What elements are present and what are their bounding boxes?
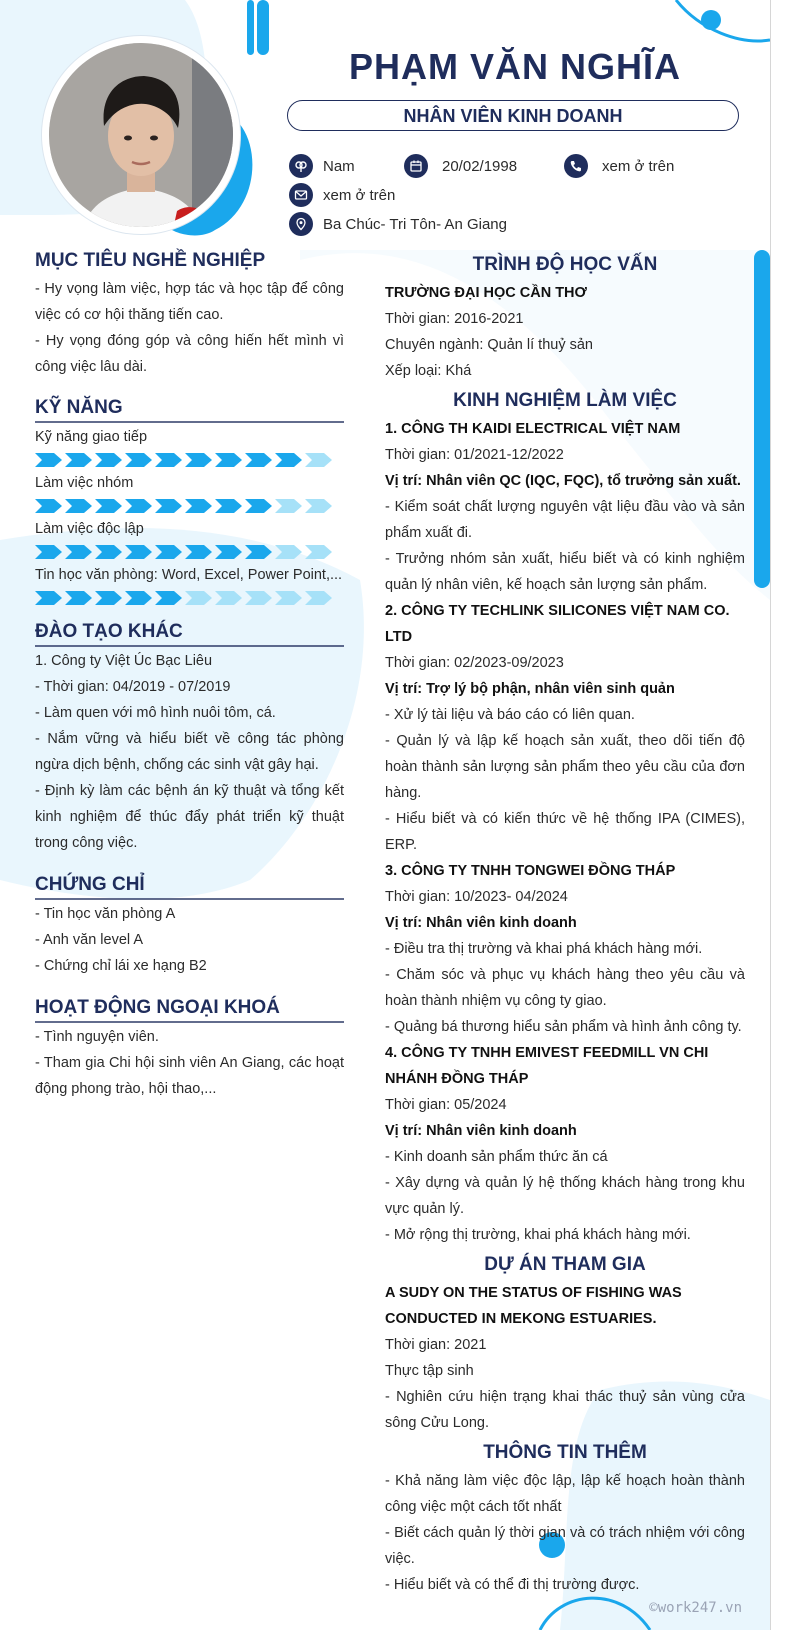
- training-section: [35, 621, 344, 856]
- skill-chevron-empty: [305, 591, 332, 605]
- avatar-portrait: [42, 36, 240, 234]
- skill-chevron-filled: [215, 453, 242, 467]
- skill-chevron-filled: [155, 545, 182, 559]
- job-time: Thời gian: 02/2023-09/2023: [385, 655, 564, 671]
- skill-chevron-filled: [65, 453, 92, 467]
- skills-title: KỸ NĂNG: [35, 397, 123, 418]
- education-major: Chuyên ngành: Quản lí thuỷ sản: [385, 337, 593, 353]
- job-position-badge: NHÂN VIÊN KINH DOANH: [287, 100, 739, 131]
- skill-label: Kỹ năng giao tiếp: [35, 429, 148, 445]
- skill-chevron-empty: [275, 499, 302, 513]
- skill-chevron-filled: [215, 499, 242, 513]
- activity-item: - Tình nguyện viên.: [35, 1029, 159, 1045]
- additional-line: - Biết cách quản lý thời gian và có trách nhiệm với công việc.: [385, 1525, 745, 1567]
- phone-value: xem ở trên: [602, 157, 675, 175]
- skill-chevron-filled: [125, 499, 152, 513]
- project-name: A SUDY ON THE STATUS OF FISHING WAS CONDUCTED IN MEKONG ESTUARIES.: [385, 1285, 682, 1327]
- skill-chevron-filled: [155, 499, 182, 513]
- skill-chevron-empty: [245, 591, 272, 605]
- section-divider: [35, 1021, 344, 1023]
- skill-level-meter: [35, 499, 344, 513]
- skill-label: Tin học văn phòng: Word, Excel, Power Point,...: [35, 567, 343, 583]
- skill-item: [35, 565, 344, 605]
- job-role: Vị trí: Nhân viên kinh doanh: [385, 915, 577, 931]
- job-duty: - Quản lý và lập kế hoạch sản xuất, theo dõi tiến độ hoàn thành sản lượng sản phẩm theo yêu cầu của đơn hàng.: [385, 733, 745, 801]
- location-icon: [289, 212, 313, 236]
- skill-chevron-filled: [35, 591, 62, 605]
- skill-label: Làm việc nhóm: [35, 475, 134, 491]
- job-role: Vị trí: Trợ lý bộ phận, nhân viên sinh quản: [385, 681, 675, 697]
- phone-info: [564, 154, 674, 178]
- section-divider: [35, 645, 344, 647]
- skill-chevron-empty: [305, 499, 332, 513]
- training-line: - Định kỳ làm các bệnh án kỹ thuật và tổng kết kinh nghiệm để thúc đẩy phát triển kỹ thuật trong công việc.: [35, 783, 344, 851]
- job-company: 1. CÔNG TH KAIDI ELECTRICAL VIỆT NAM: [385, 421, 681, 437]
- jobs-list: [385, 416, 745, 1248]
- skill-chevron-filled: [125, 545, 152, 559]
- section-divider: [35, 898, 344, 900]
- email-icon: [289, 183, 313, 207]
- skill-chevron-empty: [185, 591, 212, 605]
- candidate-name: PHẠM VĂN NGHĨA: [348, 46, 681, 87]
- job-duty: - Trưởng nhóm sản xuất, hiểu biết và có kinh nghiệm quản lý nhân viên, kế hoạch sản lượng sản phẩm.: [385, 551, 745, 593]
- additional-section: [385, 1442, 745, 1598]
- skill-chevron-filled: [35, 453, 62, 467]
- certificate-item: - Chứng chỉ lái xe hạng B2: [35, 958, 207, 974]
- job-role: Vị trí: Nhân viên QC (IQC, FQC), tổ trưởng sản xuất.: [385, 473, 741, 489]
- objective-section: [35, 250, 344, 380]
- skill-chevron-filled: [95, 453, 122, 467]
- skill-chevron-filled: [185, 545, 212, 559]
- skill-chevron-filled: [35, 545, 62, 559]
- project-description: - Nghiên cứu hiện trạng khai thác thuỷ sản vùng cửa sông Cửu Long.: [385, 1389, 745, 1431]
- job-entry: [385, 416, 745, 598]
- email-info: [289, 183, 395, 207]
- skill-item: [35, 519, 344, 559]
- skill-chevron-filled: [65, 499, 92, 513]
- training-line: 1. Công ty Việt Úc Bạc Liêu: [35, 653, 213, 669]
- skill-chevron-filled: [185, 453, 212, 467]
- training-line: - Nắm vững và hiểu biết về công tác phòng ngừa dịch bệnh, chống các sinh vật gây hại.: [35, 731, 344, 773]
- skill-chevron-filled: [245, 499, 272, 513]
- calendar-icon: [404, 154, 428, 178]
- skill-chevron-filled: [125, 453, 152, 467]
- training-line: - Làm quen với mô hình nuôi tôm, cá.: [35, 705, 276, 721]
- job-duty: - Chăm sóc và phục vụ khách hàng theo yêu cầu và hoàn thành nhiệm vụ công ty giao.: [385, 967, 745, 1009]
- skill-chevron-empty: [305, 453, 332, 467]
- section-divider: [35, 421, 344, 423]
- gender-info: [289, 154, 355, 178]
- projects-section: [385, 1254, 745, 1436]
- skill-chevron-filled: [155, 591, 182, 605]
- email-value: xem ở trên: [323, 186, 396, 204]
- job-duty: - Xử lý tài liệu và báo cáo có liên quan.: [385, 707, 635, 723]
- skills-list: [35, 427, 344, 605]
- job-company: 3. CÔNG TY TNHH TONGWEI ĐỒNG THÁP: [385, 863, 676, 879]
- experience-section: [385, 390, 745, 1248]
- job-time: Thời gian: 01/2021-12/2022: [385, 447, 564, 463]
- gender-icon: [289, 154, 313, 178]
- skill-chevron-filled: [65, 591, 92, 605]
- job-time: Thời gian: 05/2024: [385, 1097, 507, 1113]
- skill-level-meter: [35, 591, 344, 605]
- skill-chevron-empty: [305, 545, 332, 559]
- certificate-item: - Anh văn level A: [35, 932, 144, 948]
- job-duty: - Quảng bá thương hiểu sản phẩm và hình ảnh công ty.: [385, 1019, 742, 1035]
- project-role: Thực tập sinh: [385, 1363, 474, 1379]
- watermark: ©work247.vn: [649, 1600, 742, 1616]
- skill-chevron-filled: [65, 545, 92, 559]
- objective-title: MỤC TIÊU NGHỀ NGHIỆP: [35, 250, 266, 271]
- activity-item: - Tham gia Chi hội sinh viên An Giang, các hoạt động phong trào, hội thao,...: [35, 1055, 344, 1097]
- training-line: - Thời gian: 04/2019 - 07/2019: [35, 679, 231, 695]
- job-company: 2. CÔNG TY TECHLINK SILICONES VIỆT NAM CO. LTD: [385, 603, 730, 645]
- skill-chevron-filled: [245, 545, 272, 559]
- certificates-title: CHỨNG CHỈ: [35, 874, 145, 895]
- address-value: Ba Chúc- Tri Tôn- An Giang: [323, 215, 507, 233]
- skill-level-meter: [35, 545, 344, 559]
- skill-chevron-filled: [35, 499, 62, 513]
- job-duty: - Xây dựng và quản lý hệ thống khách hàng trong khu vực quản lý.: [385, 1175, 745, 1217]
- skill-level-meter: [35, 453, 344, 467]
- additional-title: THÔNG TIN THÊM: [483, 1442, 647, 1463]
- phone-icon: [564, 154, 588, 178]
- project-time: Thời gian: 2021: [385, 1337, 487, 1353]
- objective-line: - Hy vọng đóng góp và công hiến hết mình vì công việc lâu dài.: [35, 333, 344, 375]
- avatar: [42, 36, 240, 234]
- skill-chevron-filled: [275, 453, 302, 467]
- skill-chevron-filled: [215, 545, 242, 559]
- certificates-section: [35, 874, 344, 979]
- right-column: [385, 254, 745, 1598]
- skill-chevron-filled: [245, 453, 272, 467]
- skill-chevron-empty: [275, 545, 302, 559]
- skill-chevron-filled: [95, 545, 122, 559]
- skill-chevron-filled: [125, 591, 152, 605]
- dob-value: 20/02/1998: [442, 157, 518, 175]
- education-grade: Xếp loại: Khá: [385, 363, 472, 379]
- job-duty: - Điều tra thị trường và khai phá khách hàng mới.: [385, 941, 703, 957]
- skill-chevron-empty: [275, 591, 302, 605]
- skill-item: [35, 473, 344, 513]
- additional-line: - Hiểu biết và có thể đi thị trường được.: [385, 1577, 640, 1593]
- job-duty: - Kinh doanh sản phẩm thức ăn cá: [385, 1149, 608, 1165]
- job-entry: [385, 1040, 745, 1248]
- job-time: Thời gian: 10/2023- 04/2024: [385, 889, 568, 905]
- objective-line: - Hy vọng làm việc, hợp tác và học tập để công việc có cơ hội thăng tiến cao.: [35, 281, 344, 323]
- job-duty: - Hiểu biết và có kiến thức về hệ thống IPA (CIMES), ERP.: [385, 811, 745, 853]
- skill-chevron-filled: [155, 453, 182, 467]
- skill-chevron-filled: [95, 591, 122, 605]
- experience-title: KINH NGHIỆM LÀM VIỆC: [453, 390, 677, 411]
- job-entry: [385, 858, 745, 1040]
- skills-section: [35, 397, 344, 605]
- gender-value: Nam: [323, 157, 355, 175]
- skill-item: [35, 427, 344, 467]
- job-entry: [385, 598, 745, 858]
- projects-title: DỰ ÁN THAM GIA: [484, 1254, 646, 1275]
- training-title: ĐÀO TẠO KHÁC: [35, 621, 183, 642]
- left-column: [35, 250, 344, 1102]
- job-duty: - Mở rộng thị trường, khai phá khách hàng mới.: [385, 1227, 691, 1243]
- address-info: [289, 212, 507, 236]
- education-title: TRÌNH ĐỘ HỌC VẤN: [472, 254, 658, 275]
- additional-line: - Khả năng làm việc độc lập, lập kế hoạch hoàn thành công việc một cách tốt nhất: [385, 1473, 745, 1515]
- activities-section: [35, 997, 344, 1102]
- job-duty: - Kiểm soát chất lượng nguyên vật liệu đầu vào và sản phẩm xuất đi.: [385, 499, 745, 541]
- skill-chevron-filled: [185, 499, 212, 513]
- skill-chevron-empty: [215, 591, 242, 605]
- education-time: Thời gian: 2016-2021: [385, 311, 524, 327]
- job-role: Vị trí: Nhân viên kinh doanh: [385, 1123, 577, 1139]
- skill-chevron-filled: [95, 499, 122, 513]
- skill-label: Làm việc độc lập: [35, 521, 144, 537]
- certificate-item: - Tin học văn phòng A: [35, 906, 176, 922]
- activities-title: HOẠT ĐỘNG NGOẠI KHOÁ: [35, 997, 280, 1018]
- job-company: 4. CÔNG TY TNHH EMIVEST FEEDMILL VN CHI NHÁNH ĐỒNG THÁP: [385, 1045, 709, 1087]
- education-section: [385, 254, 745, 384]
- education-school: TRƯỜNG ĐẠI HỌC CẦN THƠ: [385, 285, 587, 301]
- dob-info: [404, 154, 517, 178]
